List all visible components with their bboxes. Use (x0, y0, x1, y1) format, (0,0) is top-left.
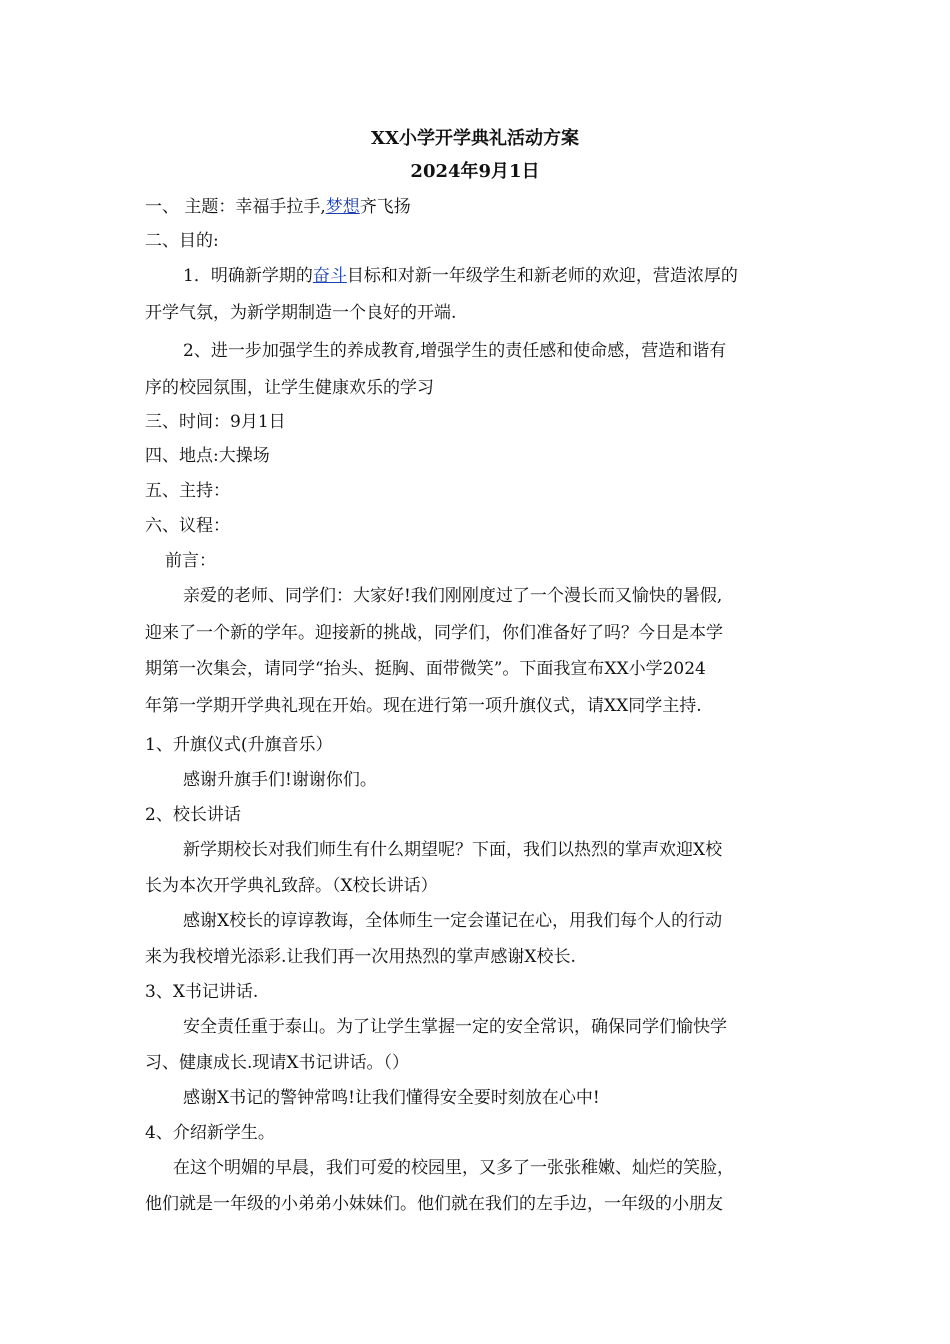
section-1-text: 感谢升旗手们!谢谢你们。 (183, 770, 377, 790)
purpose-2-line-1: 2、进一步加强学生的养成教育,增强学生的责任感和使命感，营造和谐有 (183, 341, 727, 361)
purpose-1-text-end: 目标和对新一年级学生和新老师的欢迎，营造浓厚的 (346, 266, 738, 286)
purpose-heading: 二、目的: (145, 231, 219, 251)
place-line: 四、地点:大操场 (145, 446, 270, 466)
section-4-line-2: 他们就是一年级的小弟弟小妹妹们。他们就在我们的左手边，一年级的小朋友 (145, 1194, 723, 1214)
theme-link[interactable]: 梦想 (325, 197, 360, 217)
section-3-heading: 3、X书记讲话. (145, 982, 259, 1002)
section-1-heading: 1、升旗仪式(升旗音乐） (145, 735, 333, 755)
purpose-1-line-2: 开学气氛，为新学期制造一个良好的开端. (145, 303, 457, 323)
intro-line-3: 期第一次集会，请同学“抬头、挺胸、面带微笑”。下面我宣布XX小学2024 (145, 659, 706, 679)
time-line: 三、时间：9月1日 (145, 412, 286, 432)
purpose-1-link[interactable]: 奋斗 (312, 266, 347, 286)
section-2-para-2-line-1: 感谢X校长的谆谆教诲，全体师生一定会谨记在心，用我们每个人的行动 (183, 911, 723, 931)
intro-line-2: 迎来了一个新的学年。迎接新的挑战，同学们，你们准备好了吗？今日是本学 (145, 623, 723, 643)
purpose-2-line-2: 序的校园氛围，让学生健康欢乐的学习 (145, 378, 434, 398)
section-2-para-1-line-1: 新学期校长对我们师生有什么期望呢？下面，我们以热烈的掌声欢迎X校 (183, 840, 723, 860)
section-3-para-2-line-1: 感谢X书记的警钟常鸣!让我们懂得安全要时刻放在心中! (183, 1088, 600, 1108)
intro-line-4: 年第一学期开学典礼现在开始。现在进行第一项升旗仪式，请XX同学主持. (145, 696, 702, 716)
theme-line (145, 195, 815, 219)
intro-line-1: 亲爱的老师、同学们：大家好!我们刚刚度过了一个漫长而又愉快的暑假, (183, 586, 723, 606)
section-2-para-2-line-2: 来为我校增光添彩.让我们再一次用热烈的掌声感谢X校长. (145, 947, 576, 967)
section-4-heading: 4、介绍新学生。 (145, 1123, 275, 1143)
doc-title: XX小学开学典礼活动方案 (371, 128, 579, 149)
section-2-heading: 2、校长讲话 (145, 805, 241, 825)
doc-date: 2024年9月1日 (410, 161, 540, 182)
section-4-line-1: 在这个明媚的早晨，我们可爱的校园里，又多了一张张稚嫩、灿烂的笑脸， (173, 1158, 734, 1178)
preface-heading: 前言： (165, 551, 216, 571)
section-3-para-1-line-2: 习、健康成长.现请X书记讲话。（） (145, 1053, 410, 1073)
theme-text: 一、 主题：幸福手拉手, (145, 197, 326, 217)
host-line: 五、主持： (145, 481, 230, 501)
theme-text-end: 齐飞扬 (359, 197, 411, 217)
section-3-para-1-line-1: 安全责任重于泰山。为了让学生掌握一定的安全常识，确保同学们愉快学 (183, 1017, 727, 1037)
purpose-1-text: 1．明确新学期的 (183, 266, 313, 286)
agenda-heading: 六、议程： (145, 516, 230, 536)
section-2-para-1-line-2: 长为本次开学典礼致辞。（X校长讲话） (145, 876, 438, 896)
purpose-1-line-1 (183, 264, 853, 288)
